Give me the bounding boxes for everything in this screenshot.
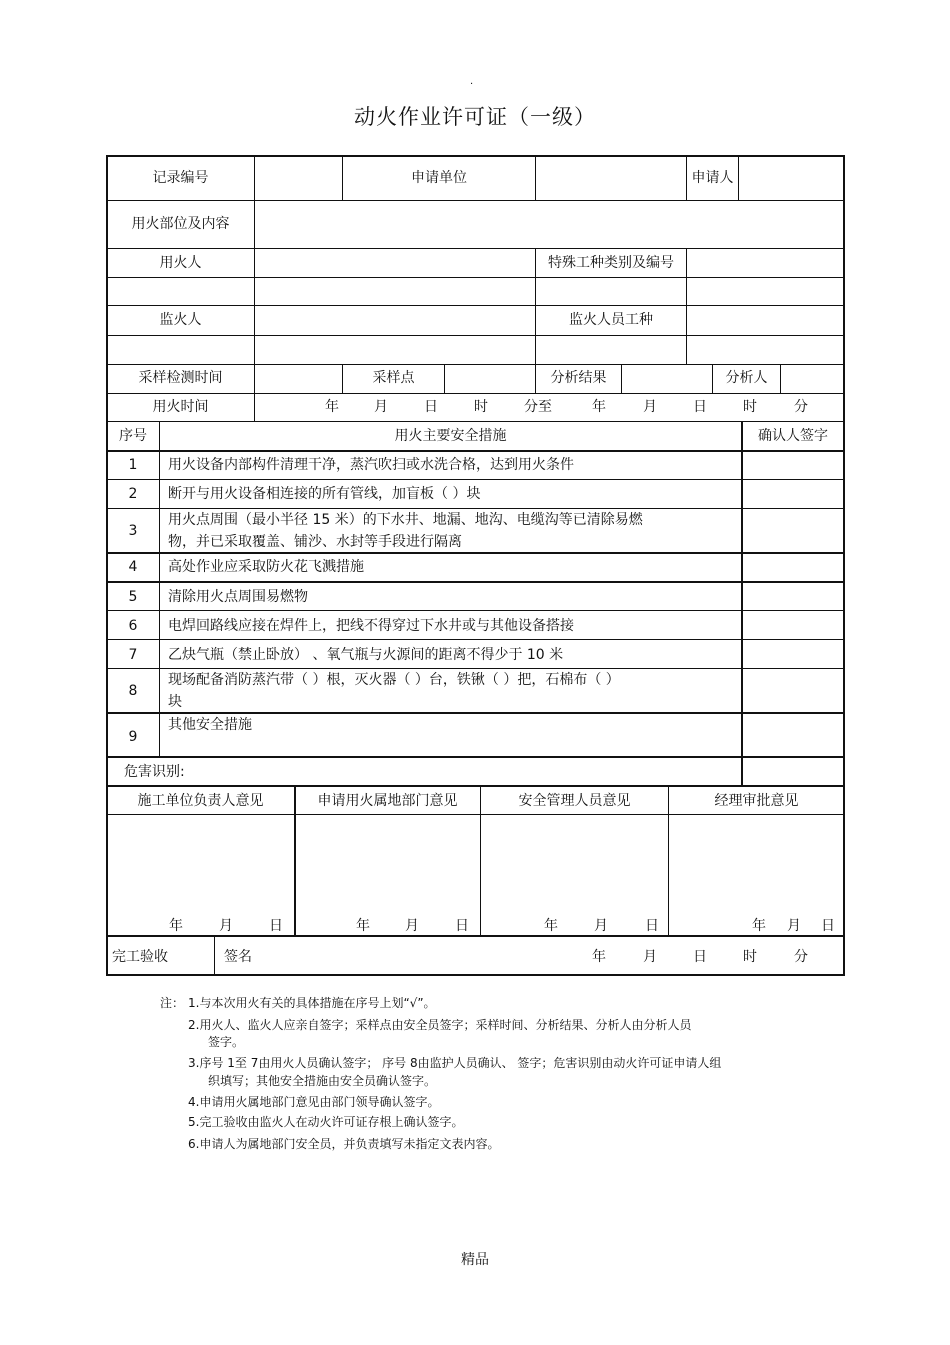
col-divider	[159, 421, 160, 756]
row-divider	[107, 508, 844, 509]
location-content-label: 用火部位及内容	[131, 216, 230, 232]
approval-date-unit: 日	[455, 918, 469, 934]
note-line: 5.完工验收由监火人在动火许可证存根上确认签字。	[188, 1115, 464, 1129]
hazard-label: 危害识别:	[124, 764, 185, 780]
row-divider	[107, 200, 844, 201]
sampling-point-label: 采样点	[372, 370, 415, 386]
col-divider	[444, 364, 445, 393]
measure-text: 用火点周围（最小半径 15 米）的下水井、地漏、地沟、电缆沟等已清除易燃	[168, 512, 643, 528]
row-divider	[107, 581, 844, 583]
measure-no: 8	[128, 683, 138, 699]
watcher-label: 监火人	[159, 312, 202, 328]
watcher-trade-label: 监火人员工种	[569, 312, 653, 328]
measure-no: 1	[128, 457, 138, 473]
col-divider	[621, 364, 622, 393]
row-divider	[107, 935, 844, 937]
measure-no: 2	[128, 486, 138, 502]
applicant-label: 申请人	[691, 170, 734, 186]
completion-time-unit: 分	[794, 949, 808, 965]
time-unit: 日	[693, 399, 707, 415]
sampling-time-label: 采样检测时间	[138, 370, 223, 386]
note-line: 4.申请用火属地部门意见由部门领导确认签字。	[188, 1095, 440, 1109]
measure-text: 乙炔气瓶（禁止卧放） 、氧气瓶与火源间的距离不得少于 10 米	[168, 647, 564, 663]
approval-date-unit: 年	[356, 918, 370, 934]
approval-date-unit: 月	[219, 918, 233, 934]
measure-no: 6	[128, 618, 138, 634]
time-unit: 时	[474, 399, 488, 415]
seq-header: 序号	[119, 428, 147, 444]
time-unit: 分	[794, 399, 808, 415]
note-line: 3.序号 1至 7由用火人员确认签字； 序号 8由监护人员确认、 签字；危害识别由动火许可证申请人组	[188, 1056, 722, 1070]
approval-date-unit: 月	[594, 918, 608, 934]
row-divider	[107, 610, 844, 611]
row-divider	[107, 814, 844, 815]
completion-sign-label: 签名	[224, 949, 252, 965]
col-divider	[738, 156, 739, 201]
row-divider	[107, 421, 844, 422]
time-unit: 月	[374, 399, 388, 415]
note-line: 签字。	[208, 1035, 245, 1049]
row-divider	[107, 756, 844, 758]
measure-text: 断开与用火设备相连接的所有管线，加盲板（ ）块	[168, 486, 481, 502]
apply-unit-label: 申请单位	[411, 170, 467, 186]
row-divider	[107, 479, 844, 480]
completion-time-unit: 日	[693, 949, 707, 965]
completion-time-unit: 年	[592, 949, 606, 965]
col-divider	[214, 935, 215, 975]
measure-text: 用火设备内部构件清理干净，蒸汽吹扫或水洗合格，达到用火条件	[168, 457, 574, 473]
time-unit: 时	[743, 399, 757, 415]
note-line: 6.申请人为属地部门安全员，并负责填写未指定文表内容。	[188, 1137, 500, 1151]
analysis-result-label: 分析结果	[550, 370, 607, 386]
col-divider	[686, 248, 687, 364]
col-divider	[535, 156, 536, 201]
confirm-header: 确认人签字	[758, 428, 828, 444]
header-dot: .	[470, 76, 474, 87]
time-unit: 分至	[524, 399, 552, 415]
measures-header: 用火主要安全措施	[394, 428, 507, 444]
row-divider	[107, 639, 844, 640]
row-divider	[107, 712, 844, 714]
time-unit: 月	[643, 399, 657, 415]
measure-text-line2: 物，并已采取覆盖、铺沙、水封等手段进行隔离	[168, 534, 462, 550]
col-divider	[741, 421, 743, 785]
footer-text: 精品	[461, 1252, 489, 1268]
row-divider	[107, 450, 844, 452]
special-trade-label: 特殊工种类别及编号	[548, 255, 674, 271]
col-divider	[780, 364, 781, 393]
measure-no: 3	[128, 523, 138, 539]
approval-label: 安全管理人员意见	[518, 793, 631, 809]
fire-time-label: 用火时间	[152, 399, 209, 415]
time-unit: 年	[325, 399, 339, 415]
measure-no: 7	[128, 647, 138, 663]
measure-no: 5	[128, 589, 138, 605]
analyst-label: 分析人	[725, 370, 768, 386]
note-line: 1.与本次用火有关的具体措施在序号上划“√”。	[188, 996, 436, 1010]
notes-prefix: 注：	[160, 996, 185, 1010]
approval-date-unit: 日	[821, 918, 835, 934]
row-divider	[107, 364, 844, 365]
row-divider	[107, 552, 844, 554]
completion-time-unit: 月	[643, 949, 657, 965]
row-divider	[107, 277, 844, 278]
approval-date-unit: 月	[405, 918, 419, 934]
row-divider	[107, 785, 844, 787]
approval-label: 施工单位负责人意见	[137, 793, 264, 809]
time-unit: 年	[592, 399, 606, 415]
measure-text: 高处作业应采取防火花飞溅措施	[168, 559, 364, 575]
measure-text: 清除用火点周围易燃物	[168, 589, 308, 605]
approval-label: 经理审批意见	[714, 793, 799, 809]
row-divider	[107, 668, 844, 669]
approval-date-unit: 日	[269, 918, 283, 934]
measure-text: 现场配备消防蒸汽带（ ）根，灭火器（ ）台，铁锹（ ）把，石棉布（ ）	[168, 672, 620, 688]
approval-date-unit: 年	[752, 918, 766, 934]
completion-label: 完工验收	[112, 949, 168, 965]
row-divider	[107, 393, 844, 394]
col-divider	[254, 156, 255, 421]
measure-no: 4	[128, 559, 138, 575]
row-divider	[107, 335, 844, 336]
note-line: 2.用火人、监火人应亲自签字；采样点由安全员签字；采样时间、分析结果、分析人由分析人员	[188, 1018, 692, 1032]
row-divider	[107, 305, 844, 306]
fire-user-label: 用火人	[159, 255, 202, 271]
record-no-label: 记录编号	[152, 170, 209, 186]
approval-date-unit: 年	[544, 918, 558, 934]
measure-no: 9	[128, 729, 138, 745]
completion-time-unit: 时	[743, 949, 757, 965]
measure-text: 其他安全措施	[168, 717, 252, 733]
time-unit: 日	[424, 399, 438, 415]
measure-text: 电焊回路线应接在焊件上，把线不得穿过下水井或与其他设备搭接	[168, 618, 574, 634]
approval-date-unit: 日	[645, 918, 659, 934]
approval-label: 申请用火属地部门意见	[317, 793, 458, 809]
row-divider	[107, 248, 844, 249]
note-line: 织填写；其他安全措施由安全员确认签字。	[208, 1074, 437, 1088]
page-title: 动火作业许可证（一级）	[354, 105, 596, 129]
approval-date-unit: 月	[787, 918, 801, 934]
measure-text-line2: 块	[168, 694, 182, 710]
approval-date-unit: 年	[169, 918, 183, 934]
